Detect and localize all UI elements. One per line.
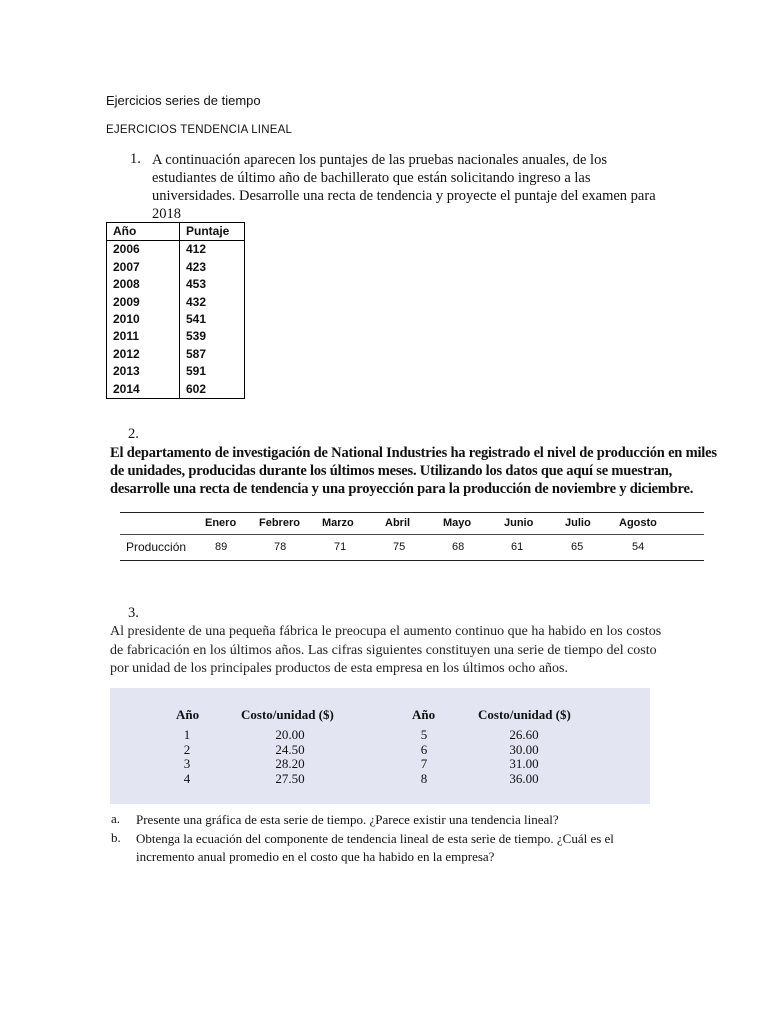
question-2-text: El departamento de investigación de National Industries ha registrado el nivel de producción en miles de unidades, producidas durante los últimos meses. Utilizando los datos que aquí se muestran, desarrolle una recta de tendencia y una proyección para la producción de noviembre y diciembre.	[110, 445, 717, 497]
table-cell-year: 2011	[107, 328, 180, 345]
cost-table-cost: 28.20	[275, 756, 305, 771]
table-row	[107, 328, 245, 345]
question-2-number: 2.	[128, 426, 139, 442]
production-value: 61	[511, 541, 524, 553]
table-row	[107, 294, 245, 311]
table-row	[107, 363, 245, 380]
cost-table-header-cost: Costo/unidad ($)	[478, 707, 571, 722]
cost-table-year: 5	[420, 727, 428, 742]
cost-table-year: 1	[183, 727, 191, 742]
question-1-number: 1.	[130, 151, 141, 167]
cost-table-year: 6	[420, 741, 428, 757]
production-value: 75	[393, 541, 406, 553]
table-cell-year: 2006	[107, 241, 180, 259]
month-header: Abril	[385, 517, 411, 529]
cost-table-cost: 31.00	[509, 756, 539, 771]
document-title: Ejercicios series de tiempo	[106, 93, 261, 108]
table-cell-score: 591	[186, 364, 207, 379]
cost-table-cost: 30.00	[509, 741, 539, 757]
cost-table-year: 3	[183, 756, 191, 771]
cost-table-cost: 26.60	[509, 727, 539, 742]
production-table-bottom-rule	[120, 560, 704, 561]
question-1-text: A continuación aparecen los puntajes de las pruebas nacionales anuales, de los estudiantes de último año de bachillerato que están solicitando ingreso a las universidades. Desarrolle una recta de tendencia y proyecte el puntaje del examen para 2018	[152, 152, 656, 222]
month-header: Enero	[205, 517, 237, 529]
table-cell-year: 2014	[107, 381, 180, 399]
month-header: Junio	[504, 517, 534, 529]
section-title: EJERCICIOS TENDENCIA LINEAL	[106, 124, 293, 136]
question-3-text: Al presidente de una pequeña fábrica le preocupa el aumento continuo que ha habido en los costos de fabricación en los últimos años. Las cifras siguientes constituyen una serie de tiempo del costo por unidad de los principales productos de esta empresa en los últimos ocho años.	[110, 624, 662, 676]
production-row-label: Producción	[126, 540, 187, 554]
table-cell-score: 541	[186, 312, 207, 327]
table-header-score: Puntaje	[180, 223, 245, 241]
table-row	[107, 346, 245, 363]
month-header: Julio	[565, 517, 591, 529]
table-row	[107, 241, 245, 259]
production-value: 89	[215, 541, 228, 553]
production-table-header-rule	[120, 534, 704, 535]
table-row	[107, 259, 245, 276]
month-header: Mayo	[443, 517, 472, 529]
cost-table-cost: 36.00	[509, 770, 539, 786]
month-header: Febrero	[259, 517, 300, 529]
table-cell-score: 453	[186, 277, 207, 292]
question-3-number: 3.	[128, 605, 139, 621]
table-cell-year: 2010	[107, 311, 180, 328]
month-header: Agosto	[619, 517, 657, 529]
cost-table-cost: 24.50	[275, 741, 305, 757]
table-cell-score: 412	[186, 242, 207, 257]
part-b-text: Obtenga la ecuación del componente de tendencia lineal de esta serie de tiempo. ¿Cuál es el incremento anual promedio en el costo que ha habido en la empresa?	[136, 831, 614, 864]
part-a-letter: a.	[111, 811, 121, 826]
production-value: 68	[452, 541, 465, 553]
cost-table-year: 2	[183, 741, 191, 757]
table-row	[107, 381, 245, 399]
production-value: 71	[334, 541, 347, 553]
cost-table-header-year: Año	[412, 707, 436, 722]
production-value: 65	[571, 541, 584, 553]
table-header-year: Año	[107, 223, 180, 241]
production-value: 78	[274, 541, 287, 553]
cost-table-year: 4	[183, 770, 191, 786]
part-a-text: Presente una gráfica de esta serie de tiempo. ¿Parece existir una tendencia lineal?	[136, 812, 559, 827]
cost-table-header-cost: Costo/unidad ($)	[241, 707, 334, 722]
table-cell-score: 539	[186, 329, 207, 344]
table-cell-score: 602	[186, 381, 207, 396]
production-table-top-rule	[120, 512, 704, 513]
table-cell-score: 432	[186, 294, 207, 309]
table-cell-score: 423	[186, 259, 207, 274]
cost-table-year: 7	[420, 756, 428, 771]
table-cell-year: 2008	[107, 276, 180, 293]
table-cell-year: 2013	[107, 363, 180, 380]
table-row	[107, 311, 245, 328]
month-header: Marzo	[322, 517, 354, 529]
table-cell-score: 587	[186, 346, 207, 361]
table-cell-year: 2012	[107, 346, 180, 363]
cost-table-year: 8	[420, 770, 428, 786]
cost-table-header-year: Año	[176, 707, 200, 722]
table-header-row	[107, 223, 245, 241]
table-cell-year: 2009	[107, 294, 180, 311]
scores-table	[106, 222, 245, 399]
cost-table-cost: 27.50	[275, 770, 305, 786]
table-row	[107, 276, 245, 293]
production-value: 54	[632, 541, 645, 553]
cost-table-cost: 20.00	[275, 727, 305, 742]
part-b-letter: b.	[111, 830, 121, 845]
table-cell-year: 2007	[107, 259, 180, 276]
